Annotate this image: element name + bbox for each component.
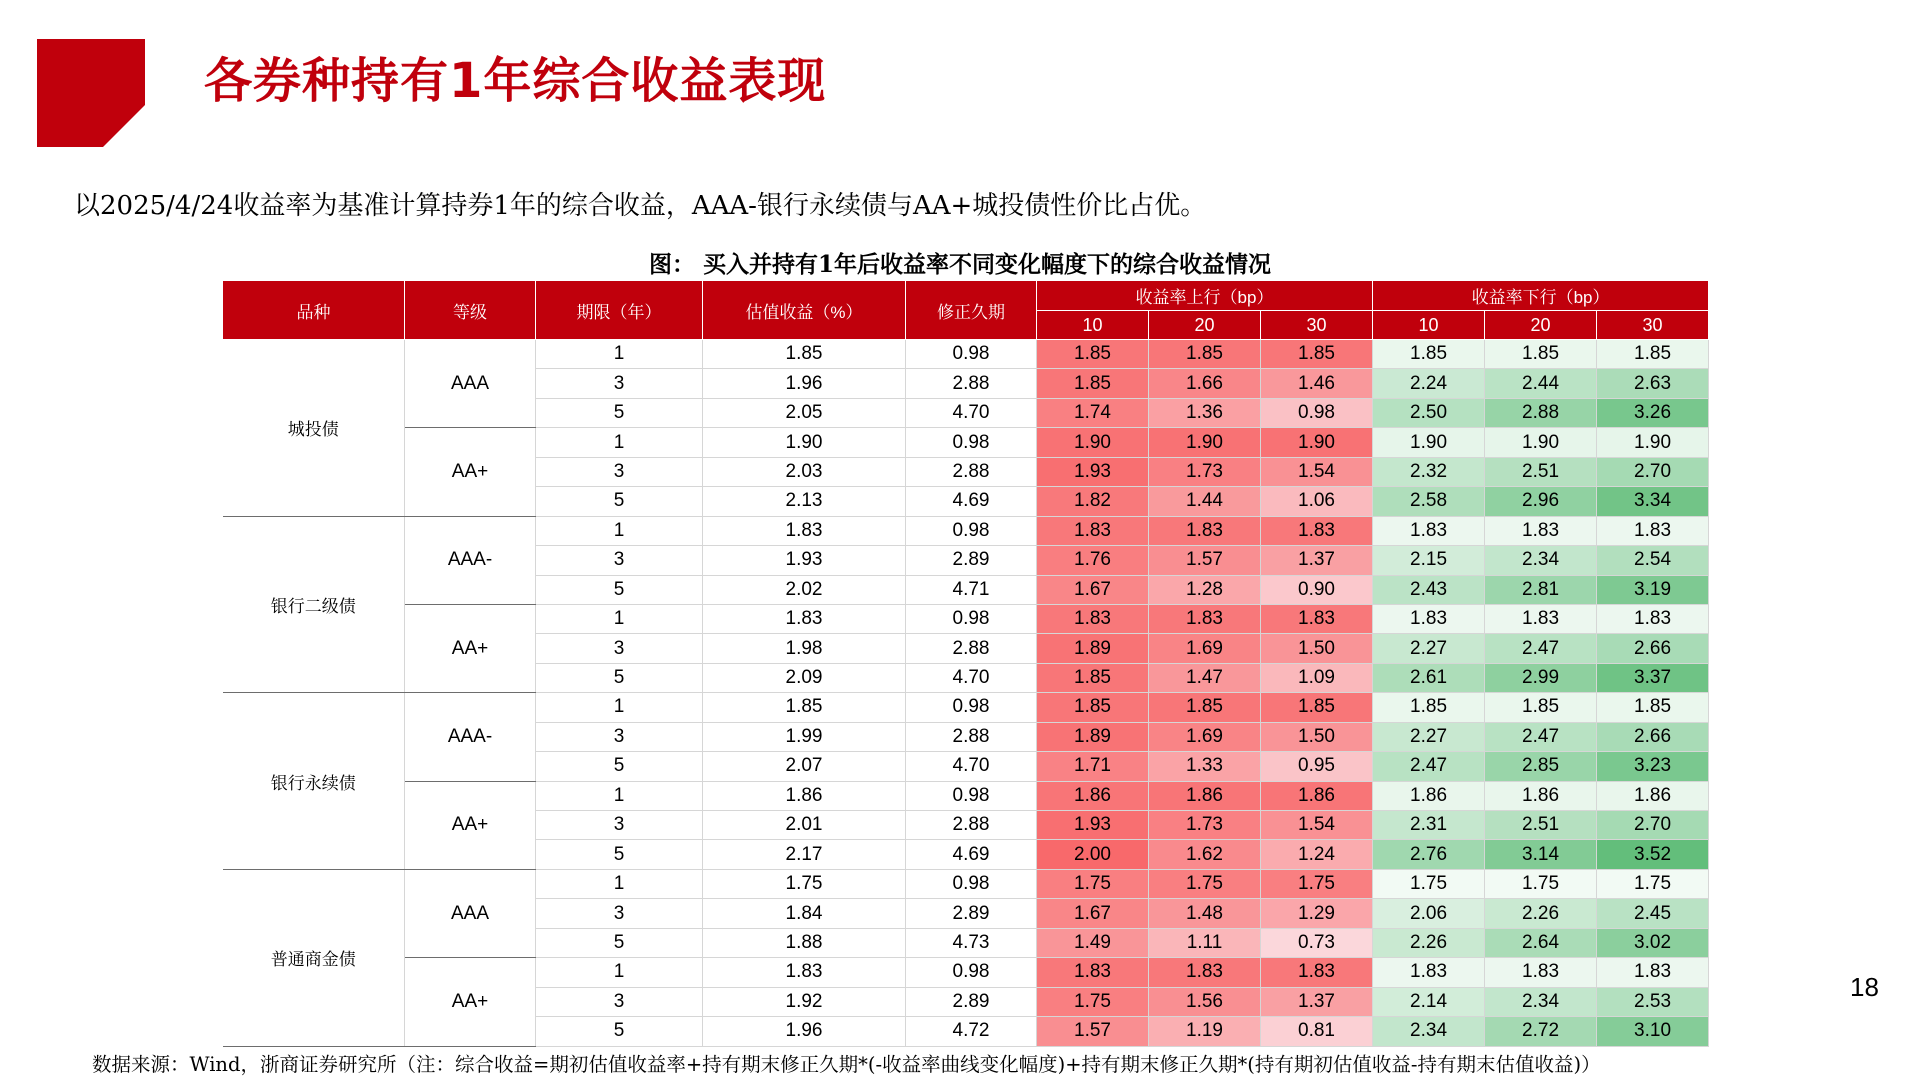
up-value-cell: 1.71 xyxy=(1037,752,1149,781)
term-cell: 1 xyxy=(536,516,703,545)
down-value-cell: 1.83 xyxy=(1485,958,1597,987)
up-value-cell: 1.86 xyxy=(1261,781,1373,810)
down-value-cell: 2.34 xyxy=(1373,1017,1485,1046)
down-value-cell: 2.58 xyxy=(1373,487,1485,516)
table-row xyxy=(223,958,1709,987)
down-value-cell: 2.26 xyxy=(1485,899,1597,928)
down-value-cell: 2.96 xyxy=(1485,487,1597,516)
down-value-cell: 1.85 xyxy=(1485,693,1597,722)
grade-cell: AA+ xyxy=(405,428,536,516)
up-value-cell: 1.83 xyxy=(1261,958,1373,987)
up-value-cell: 1.37 xyxy=(1261,987,1373,1016)
down-value-cell: 1.75 xyxy=(1597,869,1709,898)
down-value-cell: 2.27 xyxy=(1373,634,1485,663)
term-cell: 5 xyxy=(536,487,703,516)
down-value-cell: 1.85 xyxy=(1597,340,1709,369)
up-value-cell: 1.93 xyxy=(1037,457,1149,486)
up-value-cell: 1.44 xyxy=(1149,487,1261,516)
term-cell: 5 xyxy=(536,398,703,427)
down-value-cell: 1.83 xyxy=(1597,604,1709,633)
duration-cell: 2.89 xyxy=(906,899,1037,928)
table-row xyxy=(223,340,1709,369)
term-cell: 5 xyxy=(536,752,703,781)
yield-cell: 1.75 xyxy=(703,869,906,898)
down-value-cell: 1.86 xyxy=(1597,781,1709,810)
duration-cell: 4.70 xyxy=(906,398,1037,427)
yield-cell: 2.02 xyxy=(703,575,906,604)
table-caption: 图： 买入并持有1年后收益率不同变化幅度下的综合收益情况 xyxy=(648,251,1271,278)
term-cell: 3 xyxy=(536,369,703,398)
up-value-cell: 1.85 xyxy=(1261,693,1373,722)
duration-cell: 4.72 xyxy=(906,1017,1037,1046)
yield-cell: 1.84 xyxy=(703,899,906,928)
down-value-cell: 3.23 xyxy=(1597,752,1709,781)
up-value-cell: 1.85 xyxy=(1037,369,1149,398)
up-value-cell: 1.19 xyxy=(1149,1017,1261,1046)
up-value-cell: 1.47 xyxy=(1149,663,1261,692)
term-cell: 3 xyxy=(536,722,703,751)
term-cell: 5 xyxy=(536,575,703,604)
group-name-cell: 城投债 xyxy=(223,340,405,517)
table-row xyxy=(223,869,1709,898)
down-value-cell: 2.44 xyxy=(1485,369,1597,398)
col-down-bp: 10 xyxy=(1373,311,1485,340)
brand-logo xyxy=(37,39,145,147)
down-value-cell: 2.66 xyxy=(1597,634,1709,663)
up-value-cell: 1.75 xyxy=(1149,869,1261,898)
up-value-cell: 1.83 xyxy=(1149,516,1261,545)
duration-cell: 0.98 xyxy=(906,958,1037,987)
down-value-cell: 1.86 xyxy=(1373,781,1485,810)
yield-table xyxy=(222,280,1709,1047)
up-value-cell: 1.09 xyxy=(1261,663,1373,692)
yield-cell: 1.90 xyxy=(703,428,906,457)
up-value-cell: 1.83 xyxy=(1261,516,1373,545)
down-value-cell: 3.02 xyxy=(1597,928,1709,957)
down-value-cell: 1.83 xyxy=(1373,516,1485,545)
col-down-bp: 30 xyxy=(1597,311,1709,340)
up-value-cell: 1.90 xyxy=(1037,428,1149,457)
down-value-cell: 1.83 xyxy=(1597,958,1709,987)
up-value-cell: 1.11 xyxy=(1149,928,1261,957)
up-value-cell: 1.54 xyxy=(1261,457,1373,486)
up-value-cell: 1.85 xyxy=(1149,693,1261,722)
down-value-cell: 2.72 xyxy=(1485,1017,1597,1046)
duration-cell: 2.88 xyxy=(906,634,1037,663)
down-value-cell: 1.83 xyxy=(1485,604,1597,633)
up-value-cell: 1.57 xyxy=(1149,546,1261,575)
down-value-cell: 2.15 xyxy=(1373,546,1485,575)
down-value-cell: 2.14 xyxy=(1373,987,1485,1016)
down-value-cell: 2.31 xyxy=(1373,811,1485,840)
down-value-cell: 2.76 xyxy=(1373,840,1485,869)
up-value-cell: 1.83 xyxy=(1037,604,1149,633)
col-yield: 估值收益（%） xyxy=(703,281,906,340)
yield-cell: 2.05 xyxy=(703,398,906,427)
term-cell: 1 xyxy=(536,693,703,722)
up-value-cell: 1.90 xyxy=(1261,428,1373,457)
term-cell: 3 xyxy=(536,457,703,486)
grade-cell: AAA- xyxy=(405,516,536,604)
up-value-cell: 1.24 xyxy=(1261,840,1373,869)
term-cell: 3 xyxy=(536,987,703,1016)
duration-cell: 0.98 xyxy=(906,869,1037,898)
duration-cell: 0.98 xyxy=(906,781,1037,810)
col-group-up: 收益率上行（bp） xyxy=(1037,281,1373,311)
down-value-cell: 1.86 xyxy=(1485,781,1597,810)
down-value-cell: 2.26 xyxy=(1373,928,1485,957)
duration-cell: 0.98 xyxy=(906,428,1037,457)
term-cell: 3 xyxy=(536,546,703,575)
intro-text: 以2025/4/24收益率为基准计算持券1年的综合收益，AAA-银行永续债与AA+城投债性价比占优。 xyxy=(74,191,1207,221)
page-number: 18 xyxy=(1850,972,1879,1002)
yield-cell: 2.07 xyxy=(703,752,906,781)
yield-cell: 2.09 xyxy=(703,663,906,692)
down-value-cell: 2.88 xyxy=(1485,398,1597,427)
down-value-cell: 2.70 xyxy=(1597,811,1709,840)
down-value-cell: 1.75 xyxy=(1485,869,1597,898)
up-value-cell: 0.73 xyxy=(1261,928,1373,957)
down-value-cell: 2.54 xyxy=(1597,546,1709,575)
down-value-cell: 1.85 xyxy=(1597,693,1709,722)
duration-cell: 4.73 xyxy=(906,928,1037,957)
up-value-cell: 1.75 xyxy=(1037,987,1149,1016)
source-footnote: 数据来源：Wind，浙商证券研究所（注：综合收益=期初估值收益率+持有期末修正久期*(-收益率曲线变化幅度)+持有期末修正久期*(持有期初估值收益-持有期末估值收益)） xyxy=(92,1053,1601,1076)
up-value-cell: 1.50 xyxy=(1261,634,1373,663)
duration-cell: 2.88 xyxy=(906,722,1037,751)
duration-cell: 4.71 xyxy=(906,575,1037,604)
duration-cell: 4.70 xyxy=(906,752,1037,781)
up-value-cell: 1.89 xyxy=(1037,722,1149,751)
term-cell: 3 xyxy=(536,811,703,840)
col-group-down: 收益率下行（bp） xyxy=(1373,281,1709,311)
up-value-cell: 1.28 xyxy=(1149,575,1261,604)
up-value-cell: 1.85 xyxy=(1037,693,1149,722)
down-value-cell: 3.52 xyxy=(1597,840,1709,869)
grade-cell: AAA xyxy=(405,869,536,957)
up-value-cell: 1.48 xyxy=(1149,899,1261,928)
up-value-cell: 1.73 xyxy=(1149,811,1261,840)
term-cell: 5 xyxy=(536,840,703,869)
col-up-bp: 10 xyxy=(1037,311,1149,340)
down-value-cell: 1.85 xyxy=(1373,340,1485,369)
term-cell: 1 xyxy=(536,604,703,633)
up-value-cell: 1.74 xyxy=(1037,398,1149,427)
up-value-cell: 1.46 xyxy=(1261,369,1373,398)
up-value-cell: 1.54 xyxy=(1261,811,1373,840)
down-value-cell: 1.85 xyxy=(1485,340,1597,369)
up-value-cell: 1.67 xyxy=(1037,899,1149,928)
term-cell: 5 xyxy=(536,663,703,692)
col-up-bp: 20 xyxy=(1149,311,1261,340)
term-cell: 1 xyxy=(536,428,703,457)
up-value-cell: 1.06 xyxy=(1261,487,1373,516)
up-value-cell: 1.85 xyxy=(1037,663,1149,692)
down-value-cell: 1.90 xyxy=(1373,428,1485,457)
down-value-cell: 1.83 xyxy=(1485,516,1597,545)
up-value-cell: 1.85 xyxy=(1149,340,1261,369)
down-value-cell: 2.50 xyxy=(1373,398,1485,427)
term-cell: 5 xyxy=(536,1017,703,1046)
down-value-cell: 2.85 xyxy=(1485,752,1597,781)
down-value-cell: 1.85 xyxy=(1373,693,1485,722)
up-value-cell: 1.69 xyxy=(1149,722,1261,751)
up-value-cell: 1.57 xyxy=(1037,1017,1149,1046)
yield-cell: 1.86 xyxy=(703,781,906,810)
up-value-cell: 1.66 xyxy=(1149,369,1261,398)
col-variety: 品种 xyxy=(223,281,405,340)
duration-cell: 0.98 xyxy=(906,340,1037,369)
yield-cell: 1.92 xyxy=(703,987,906,1016)
up-value-cell: 0.90 xyxy=(1261,575,1373,604)
yield-cell: 1.83 xyxy=(703,604,906,633)
grade-cell: AAA- xyxy=(405,693,536,781)
term-cell: 3 xyxy=(536,634,703,663)
down-value-cell: 1.90 xyxy=(1485,428,1597,457)
table-row xyxy=(223,693,1709,722)
down-value-cell: 2.64 xyxy=(1485,928,1597,957)
yield-cell: 1.99 xyxy=(703,722,906,751)
duration-cell: 2.89 xyxy=(906,546,1037,575)
down-value-cell: 1.83 xyxy=(1373,958,1485,987)
duration-cell: 4.70 xyxy=(906,663,1037,692)
up-value-cell: 1.82 xyxy=(1037,487,1149,516)
up-value-cell: 1.75 xyxy=(1261,869,1373,898)
down-value-cell: 2.06 xyxy=(1373,899,1485,928)
down-value-cell: 2.32 xyxy=(1373,457,1485,486)
down-value-cell: 2.63 xyxy=(1597,369,1709,398)
down-value-cell: 1.75 xyxy=(1373,869,1485,898)
yield-cell: 1.96 xyxy=(703,1017,906,1046)
up-value-cell: 1.67 xyxy=(1037,575,1149,604)
table-row xyxy=(223,516,1709,545)
duration-cell: 0.98 xyxy=(906,604,1037,633)
yield-cell: 1.85 xyxy=(703,340,906,369)
down-value-cell: 3.37 xyxy=(1597,663,1709,692)
up-value-cell: 1.33 xyxy=(1149,752,1261,781)
table-body xyxy=(223,340,1709,1047)
yield-cell: 2.17 xyxy=(703,840,906,869)
down-value-cell: 1.83 xyxy=(1373,604,1485,633)
down-value-cell: 1.90 xyxy=(1597,428,1709,457)
page-title: 各券种持有1年综合收益表现 xyxy=(204,53,827,109)
up-value-cell: 1.86 xyxy=(1037,781,1149,810)
term-cell: 1 xyxy=(536,340,703,369)
term-cell: 3 xyxy=(536,899,703,928)
up-value-cell: 1.93 xyxy=(1037,811,1149,840)
down-value-cell: 2.47 xyxy=(1373,752,1485,781)
up-value-cell: 1.29 xyxy=(1261,899,1373,928)
up-value-cell: 1.49 xyxy=(1037,928,1149,957)
yield-cell: 1.96 xyxy=(703,369,906,398)
up-value-cell: 0.95 xyxy=(1261,752,1373,781)
yield-cell: 1.93 xyxy=(703,546,906,575)
table-row xyxy=(223,428,1709,457)
yield-cell: 2.13 xyxy=(703,487,906,516)
up-value-cell: 1.37 xyxy=(1261,546,1373,575)
col-up-bp: 30 xyxy=(1261,311,1373,340)
group-name-cell: 银行二级债 xyxy=(223,516,405,693)
down-value-cell: 2.51 xyxy=(1485,457,1597,486)
down-value-cell: 2.43 xyxy=(1373,575,1485,604)
up-value-cell: 1.62 xyxy=(1149,840,1261,869)
duration-cell: 0.98 xyxy=(906,693,1037,722)
term-cell: 1 xyxy=(536,781,703,810)
up-value-cell: 1.83 xyxy=(1149,604,1261,633)
down-value-cell: 2.47 xyxy=(1485,722,1597,751)
yield-cell: 1.83 xyxy=(703,958,906,987)
up-value-cell: 1.83 xyxy=(1037,958,1149,987)
yield-cell: 1.83 xyxy=(703,516,906,545)
duration-cell: 2.88 xyxy=(906,369,1037,398)
grade-cell: AA+ xyxy=(405,781,536,869)
col-grade: 等级 xyxy=(405,281,536,340)
duration-cell: 2.88 xyxy=(906,457,1037,486)
up-value-cell: 1.50 xyxy=(1261,722,1373,751)
up-value-cell: 0.81 xyxy=(1261,1017,1373,1046)
up-value-cell: 1.85 xyxy=(1261,340,1373,369)
down-value-cell: 3.14 xyxy=(1485,840,1597,869)
term-cell: 5 xyxy=(536,928,703,957)
down-value-cell: 2.47 xyxy=(1485,634,1597,663)
yield-cell: 2.01 xyxy=(703,811,906,840)
up-value-cell: 1.36 xyxy=(1149,398,1261,427)
yield-cell: 1.88 xyxy=(703,928,906,957)
up-value-cell: 1.76 xyxy=(1037,546,1149,575)
down-value-cell: 3.26 xyxy=(1597,398,1709,427)
duration-cell: 2.88 xyxy=(906,811,1037,840)
up-value-cell: 1.89 xyxy=(1037,634,1149,663)
up-value-cell: 1.56 xyxy=(1149,987,1261,1016)
grade-cell: AAA xyxy=(405,340,536,428)
term-cell: 1 xyxy=(536,958,703,987)
down-value-cell: 2.66 xyxy=(1597,722,1709,751)
down-value-cell: 2.27 xyxy=(1373,722,1485,751)
down-value-cell: 3.10 xyxy=(1597,1017,1709,1046)
up-value-cell: 0.98 xyxy=(1261,398,1373,427)
yield-cell: 1.85 xyxy=(703,693,906,722)
down-value-cell: 2.99 xyxy=(1485,663,1597,692)
down-value-cell: 2.53 xyxy=(1597,987,1709,1016)
down-value-cell: 3.19 xyxy=(1597,575,1709,604)
down-value-cell: 2.34 xyxy=(1485,546,1597,575)
up-value-cell: 1.83 xyxy=(1037,516,1149,545)
up-value-cell: 1.83 xyxy=(1261,604,1373,633)
table-row xyxy=(223,604,1709,633)
grade-cell: AA+ xyxy=(405,604,536,692)
duration-cell: 4.69 xyxy=(906,840,1037,869)
up-value-cell: 1.75 xyxy=(1037,869,1149,898)
down-value-cell: 2.70 xyxy=(1597,457,1709,486)
up-value-cell: 1.86 xyxy=(1149,781,1261,810)
duration-cell: 4.69 xyxy=(906,487,1037,516)
down-value-cell: 2.24 xyxy=(1373,369,1485,398)
group-name-cell: 普通商金债 xyxy=(223,869,405,1046)
duration-cell: 0.98 xyxy=(906,516,1037,545)
yield-cell: 2.03 xyxy=(703,457,906,486)
down-value-cell: 3.34 xyxy=(1597,487,1709,516)
down-value-cell: 2.45 xyxy=(1597,899,1709,928)
down-value-cell: 2.81 xyxy=(1485,575,1597,604)
group-name-cell: 银行永续债 xyxy=(223,693,405,870)
up-value-cell: 1.69 xyxy=(1149,634,1261,663)
up-value-cell: 1.85 xyxy=(1037,340,1149,369)
down-value-cell: 2.61 xyxy=(1373,663,1485,692)
up-value-cell: 1.90 xyxy=(1149,428,1261,457)
down-value-cell: 1.83 xyxy=(1597,516,1709,545)
grade-cell: AA+ xyxy=(405,958,536,1046)
yield-cell: 1.98 xyxy=(703,634,906,663)
up-value-cell: 2.00 xyxy=(1037,840,1149,869)
duration-cell: 2.89 xyxy=(906,987,1037,1016)
col-term: 期限（年） xyxy=(536,281,703,340)
up-value-cell: 1.83 xyxy=(1149,958,1261,987)
term-cell: 1 xyxy=(536,869,703,898)
down-value-cell: 2.34 xyxy=(1485,987,1597,1016)
table-row xyxy=(223,781,1709,810)
up-value-cell: 1.73 xyxy=(1149,457,1261,486)
down-value-cell: 2.51 xyxy=(1485,811,1597,840)
col-down-bp: 20 xyxy=(1485,311,1597,340)
col-duration: 修正久期 xyxy=(906,281,1037,340)
